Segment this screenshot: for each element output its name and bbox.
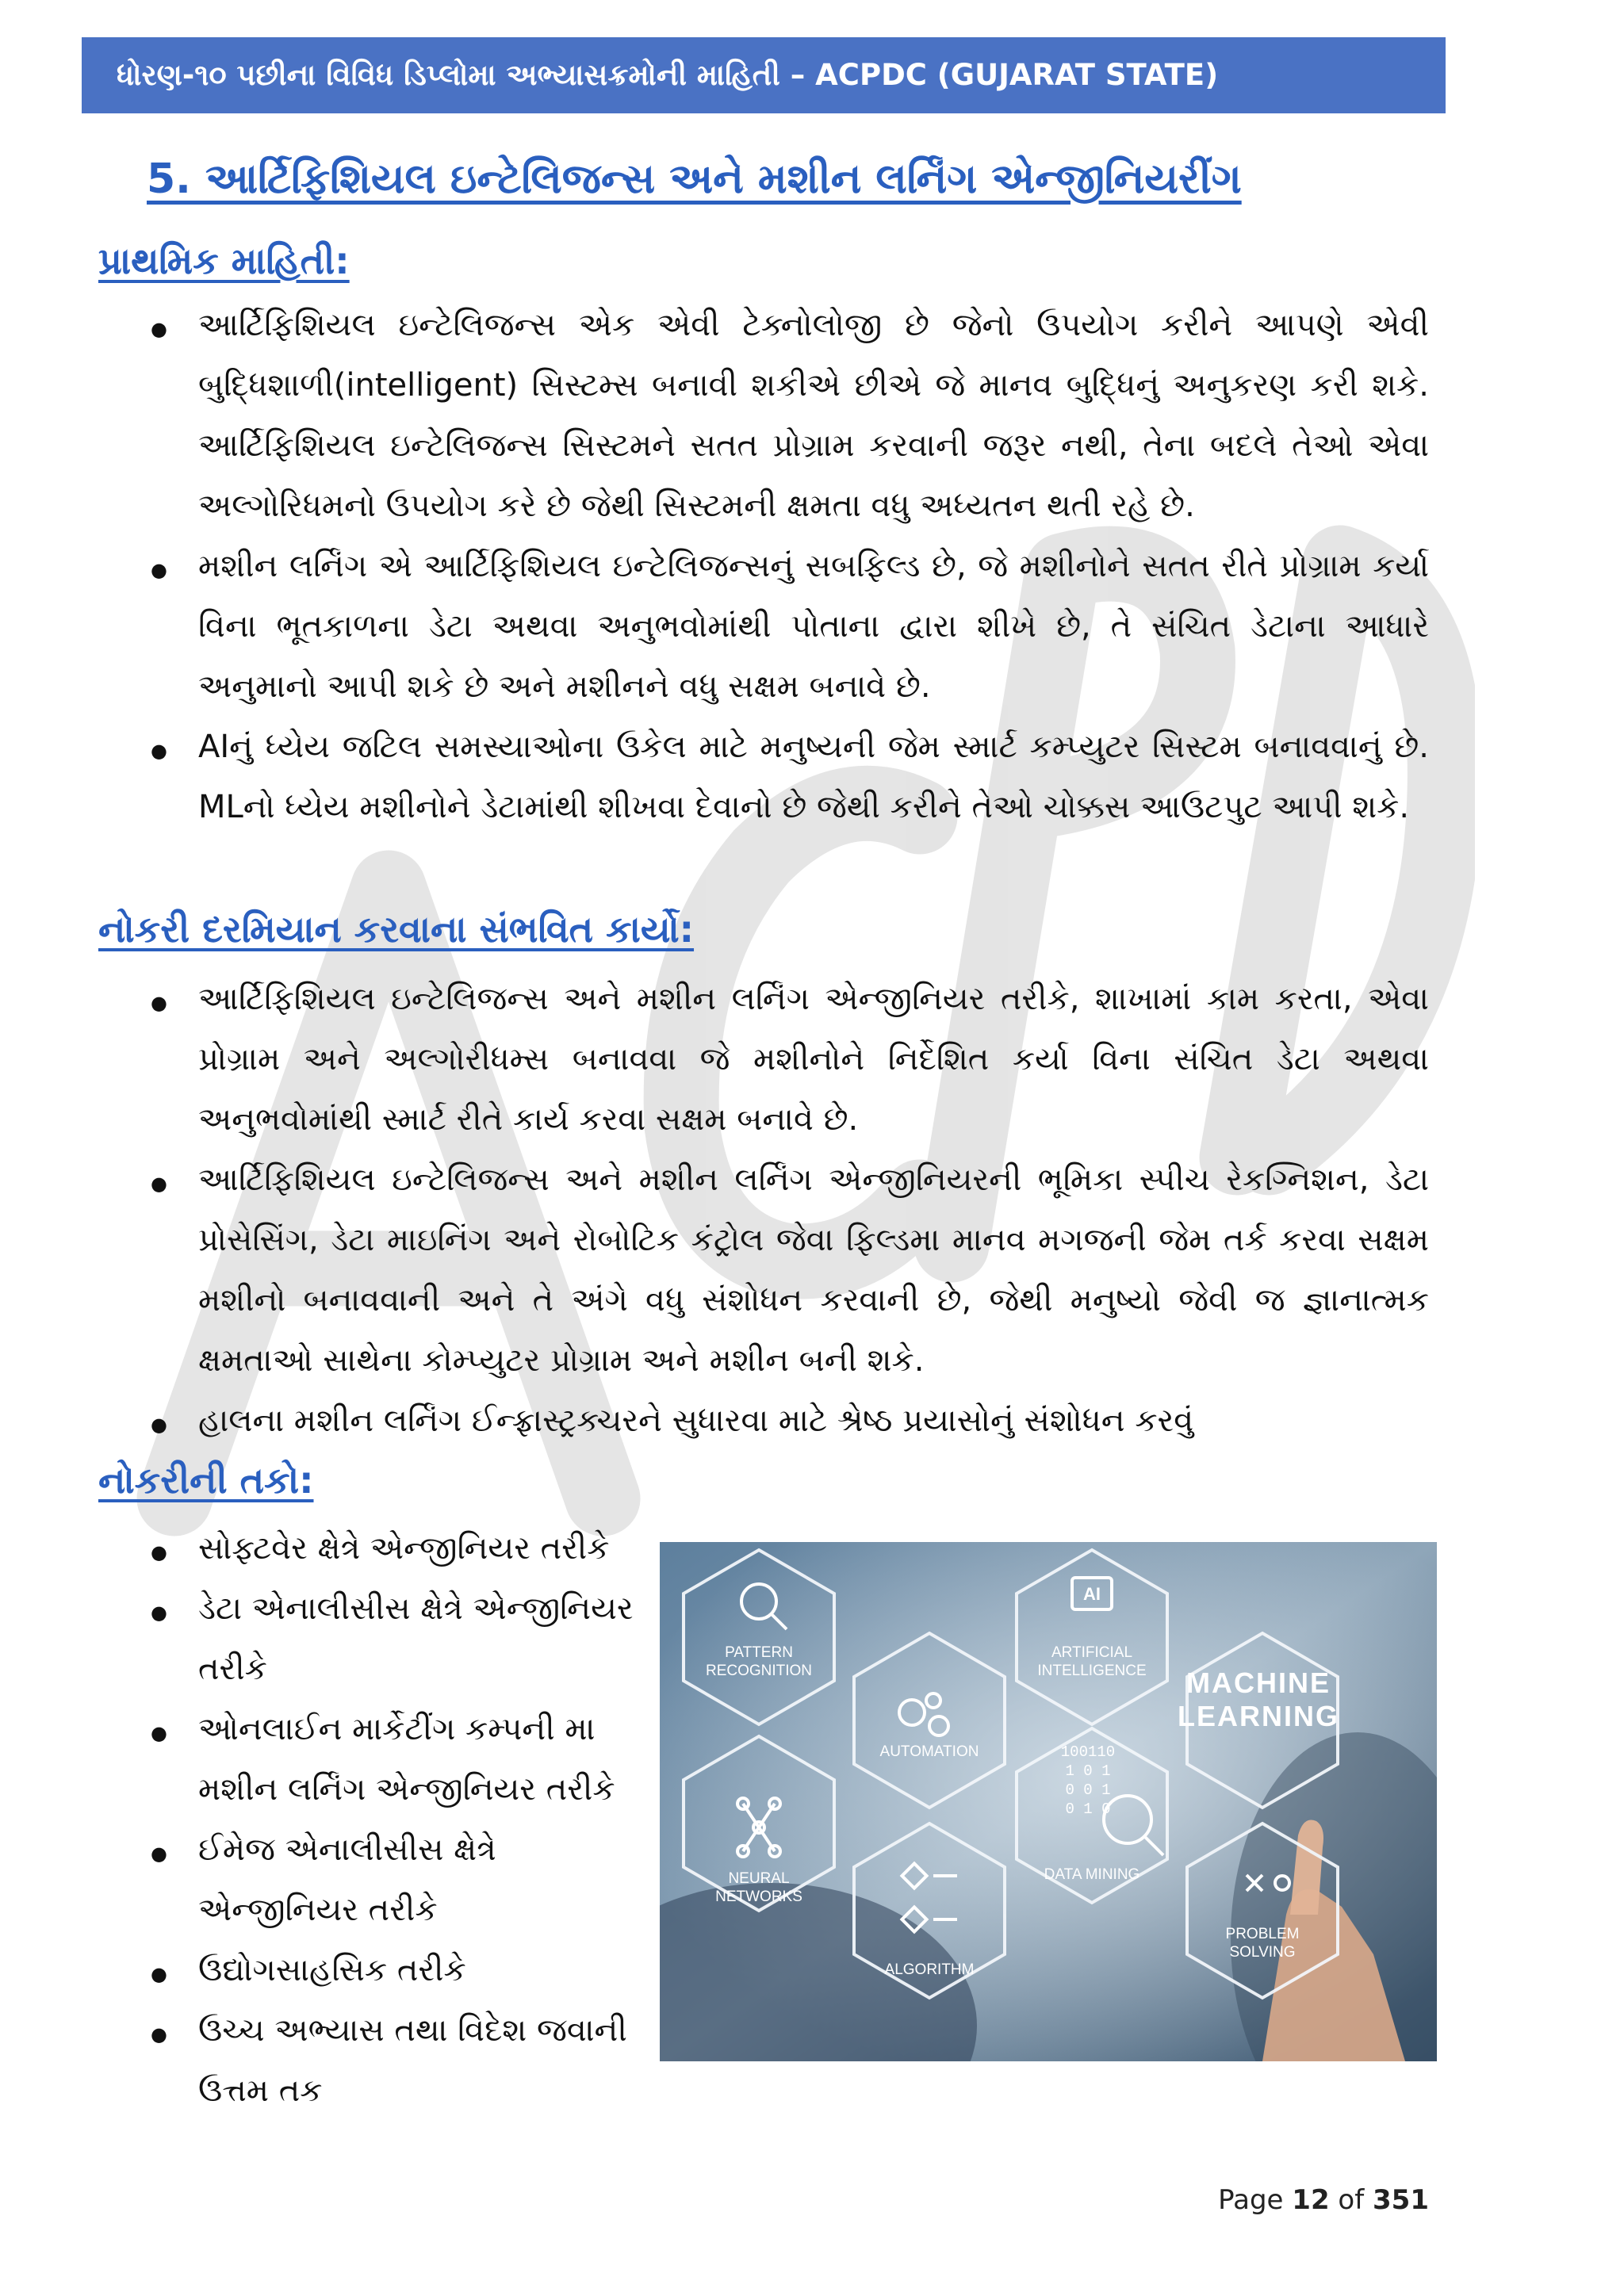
page-of: of bbox=[1338, 2184, 1365, 2216]
list-item: ● AIનું ધ્યેય જટિલ સમસ્યાઓના ઉકેલ માટે મનુષ્યની જેમ સ્માર્ટ કમ્પ્યુટર સિસ્ટમ બનાવવાનું છે. MLનો ધ્યેય મશીનોને ડેટામાંથી શીખવા દેવાનો છે જેથી કરીને તેઓ ચોક્કસ આઉટપુટ આપી શકે. bbox=[151, 717, 1429, 837]
page-current: 12 bbox=[1292, 2184, 1330, 2216]
list-item: ● આર્ટિફિશિયલ ઇન્ટેલિજન્સ અને મશીન લર્નિંગ એન્જીનિયરની ભૂમિકા સ્પીચ રેકગ્નિશન, ડેટા પ્રોસેસિંગ, ડેટા માઇનિંગ અને રોબોટિક કંટ્રોલ જેવા ફિલ્ડમા માનવ મગજની જેમ તર્ક કરવા સક્ષમ મશીનો બનાવવાની અને તે અંગે વધુ સંશોધન કરવાની છે, જેથી મનુષ્યો જેવી જ જ્ઞાનાત્મક ક્ષમતાઓ સાથેના કોમ્પ્યુટર પ્રોગ્રામ અને મશીન બની શકે. bbox=[151, 1150, 1429, 1391]
basic-info-list bbox=[151, 295, 1429, 837]
heading-job-opportunities: નોકરીની તકો: bbox=[98, 1459, 314, 1502]
label-binary-2: 1 0 1 bbox=[1065, 1762, 1111, 1780]
header-text: ધોરણ-૧૦ પછીના વિવિધ ડિપ્લોમા અભ્યાસક્રમોની માહિતી – ACPDC (GUJARAT STATE) bbox=[117, 58, 1219, 92]
list-item: ● આર્ટિફિશિયલ ઇન્ટેલિજન્સ અને મશીન લર્નિંગ એન્જીનિયર તરીકે, શાખામાં કામ કરતા, એવા પ્રોગ્રામ અને અલ્ગોરીધમ્સ બનાવવા જે મશીનોને નિર્દેશિત કર્યા વિના સંચિત ડેટા અથવા અનુભવોમાંથી સ્માર્ટ રીતે કાર્ય કરવા સક્ષમ બનાવે છે. bbox=[151, 969, 1429, 1150]
label-binary-3: 0 0 1 bbox=[1065, 1781, 1111, 1799]
label-binary-1: 100110 bbox=[1060, 1743, 1116, 1761]
list-item: ● ડેટા એનાલીસીસ ક્ષેત્રે એન્જીનિયર તરીકે bbox=[151, 1578, 658, 1699]
label-intelligence: INTELLIGENCE bbox=[1037, 1663, 1147, 1679]
job-tasks-list bbox=[151, 969, 1429, 1451]
machine-learning-image bbox=[660, 1542, 1437, 2061]
list-item: ● ઉચ્ચ અભ્યાસ તથા વિદેશ જવાની ઉત્તમ તક bbox=[151, 2000, 658, 2121]
label-ai-badge: AI bbox=[1083, 1584, 1101, 1604]
label-learning: LEARNING bbox=[1178, 1700, 1339, 1732]
label-problem: PROBLEM bbox=[1225, 1926, 1300, 1942]
list-item: ● સોફ્ટવેર ક્ષેત્રે એન્જીનિયર તરીકે bbox=[151, 1518, 658, 1578]
page-total: 351 bbox=[1373, 2184, 1429, 2216]
label-machine: MACHINE bbox=[1186, 1667, 1331, 1699]
heading-basic-info: પ્રાથમિક માહિતી: bbox=[98, 239, 350, 282]
label-networks: NETWORKS bbox=[715, 1888, 802, 1905]
list-item: ● આર્ટિફિશિયલ ઇન્ટેલિજન્સ એક એવી ટેક્નોલોજી છે જેનો ઉપયોગ કરીને આપણે એવી બુદ્ધિશાળી(intelligent) સિસ્ટમ્સ બનાવી શકીએ છીએ જે માનવ બુદ્ધિનું અનુકરણ કરી શકે. આર્ટિફિશિયલ ઇન્ટેલિજન્સ સિસ્ટમને સતત પ્રોગ્રામ કરવાની જરૂર નથી, તેના બદલે તેઓ એવા અલ્ગોરિધમનો ઉપયોગ કરે છે જેથી સિસ્ટમની ક્ષમતા વધુ અધ્યતન થતી રહે છે. bbox=[151, 295, 1429, 536]
section-title: 5. આર્ટિફિશિયલ ઇન્ટેલિજન્સ અને મશીન લર્નિંગ એન્જીનિયરીંગ bbox=[147, 155, 1242, 203]
label-pattern-recognition-2: RECOGNITION bbox=[705, 1663, 813, 1679]
page-number bbox=[1218, 2184, 1429, 2216]
document-header bbox=[82, 37, 1446, 113]
label-neural: NEURAL bbox=[728, 1870, 790, 1887]
label-data-mining: DATA MINING bbox=[1044, 1866, 1140, 1883]
label-artificial: ARTIFICIAL bbox=[1051, 1644, 1133, 1661]
list-item: ● મશીન લર્નિંગ એ આર્ટિફિશિયલ ઇન્ટેલિજન્સનું સબફિલ્ડ છે, જે મશીનોને સતત રીતે પ્રોગ્રામ કર્યા વિના ભૂતકાળના ડેટા અથવા અનુભવોમાંથી પોતાના દ્વારા શીખે છે, તે સંચિત ડેટાના આધારે અનુમાનો આપી શકે છે અને મશીનને વધુ સક્ષમ બનાવે છે. bbox=[151, 536, 1429, 717]
label-binary-4: 0 1 0 bbox=[1065, 1800, 1111, 1818]
job-opportunities-list bbox=[151, 1518, 658, 2121]
label-pattern-recognition-1: PATTERN bbox=[725, 1644, 793, 1661]
label-algorithm: ALGORITHM bbox=[884, 1961, 975, 1978]
list-item: ● ઓનલાઈન માર્કેટીંગ કમ્પની મા મશીન લર્નિંગ એન્જીનિયર તરીકે bbox=[151, 1699, 658, 1820]
label-automation: AUTOMATION bbox=[879, 1743, 979, 1760]
heading-job-tasks: નોકરી દરમિયાન કરવાના સંભવિત કાર્યો: bbox=[98, 908, 695, 951]
list-item: ● ઉદ્યોગસાહસિક તરીકે bbox=[151, 1940, 658, 2000]
list-item: ● હાલના મશીન લર્નિંગ ઈન્ફ્રાસ્ટ્રક્ચરને સુધારવા માટે શ્રેષ્ઠ પ્રયાસોનું સંશોધન કરવું bbox=[151, 1391, 1429, 1451]
list-item: ● ઈમેજ એનાલીસીસ ક્ષેત્રે એન્જીનિયર તરીકે bbox=[151, 1820, 658, 1940]
label-solving: SOLVING bbox=[1229, 1944, 1296, 1961]
page-prefix: Page bbox=[1218, 2184, 1284, 2216]
